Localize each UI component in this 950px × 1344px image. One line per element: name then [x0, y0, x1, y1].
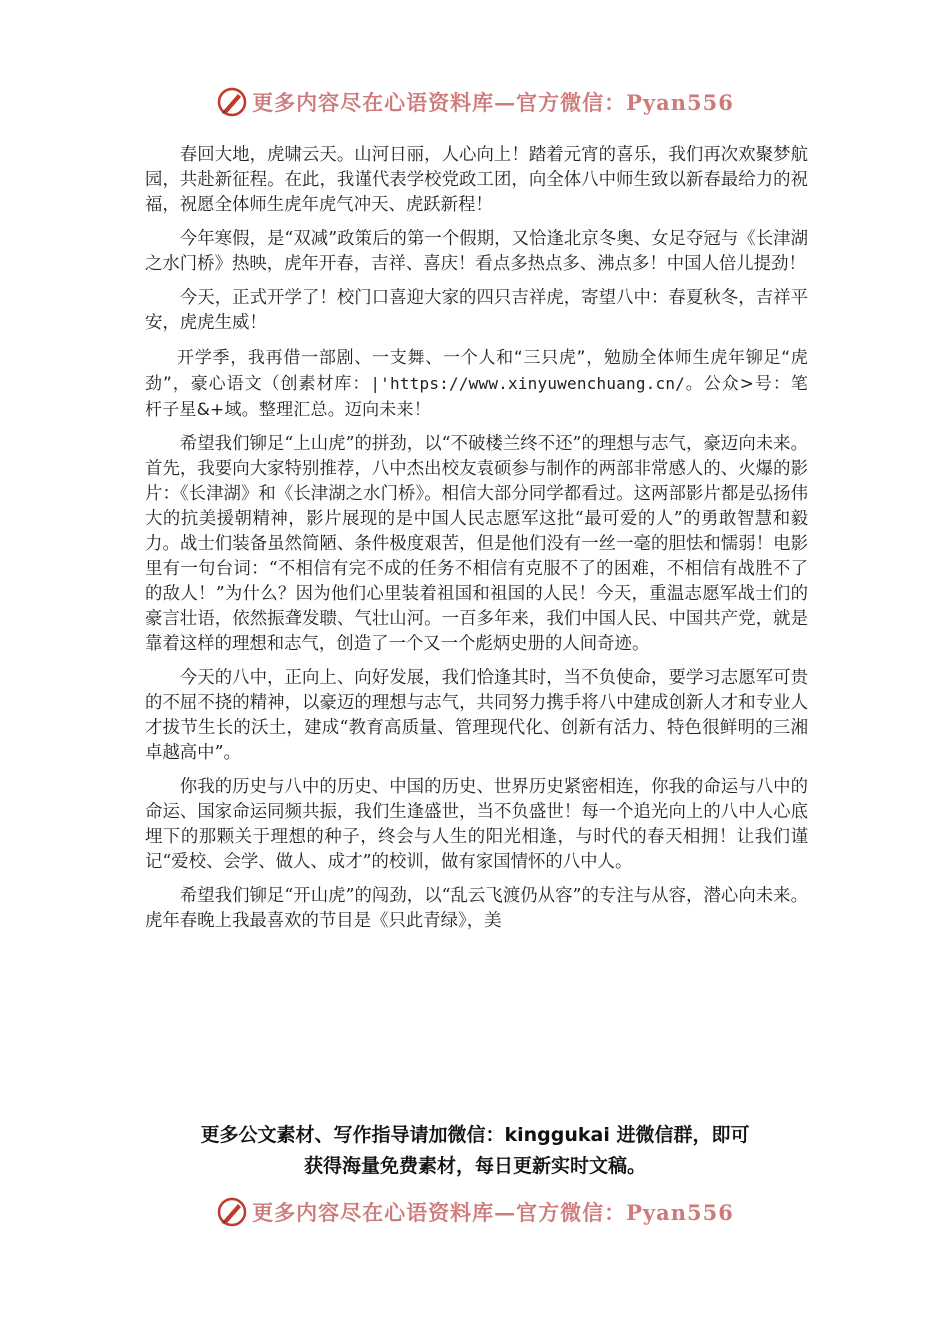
- promo-line-1: 更多公文素材、写作指导请加微信：kinggukai 进微信群，即可: [200, 1124, 750, 1146]
- header-banner: [0, 82, 950, 122]
- paragraph-3: 今天，正式开学了！校门口喜迎大家的四只吉祥虎，寄望八中：春夏秋冬，吉祥平安，虎虎生威！: [145, 288, 808, 333]
- paragraph-4: [145, 345, 808, 423]
- pen-logo-icon: [216, 86, 248, 118]
- paragraph-4-tail: 。公众>号：笔杆子星&+域。整理汇总。迈向未来！: [145, 374, 808, 420]
- pen-logo-icon: [216, 1196, 248, 1228]
- paragraph-1: 春回大地，虎啸云天。山河日丽，人心向上！踏着元宵的喜乐，我们再次欢聚梦航园，共赴新征程。在此，我谨代表学校党政工团，向全体八中师生致以新春最给力的祝福，祝愿全体师生虎年虎气冲天、虎跃新程！: [145, 145, 808, 215]
- paragraph-5: 希望我们铆足“上山虎”的拼劲，以“不破楼兰终不还”的理想与志气，豪迈向未来。首先，我要向大家特别推荐，八中杰出校友袁硕参与制作的两部非常感人的、火爆的影片：《长津湖》和《长津湖之水门桥》。相信大部分同学都看过。这两部影片都是弘扬伟大的抗美援朝精神，影片展现的是中国人民志愿军这批“最可爱的人”的勇敢智慧和毅力。战士们装备虽然简陋、条件极度艰苦，但是他们没有一丝一毫的胆怯和懦弱！电影里有一句台词：“不相信有完不成的任务不相信有克服不了的困难，不相信有战胜不了的敌人！”为什么？因为他们心里装着祖国和祖国的人民！今天，重温志愿军战士们的豪言壮语，依然振聋发聩、气壮山河。一百多年来，我们中国人民、中国共产党，就是靠着这样的理想和志气，创造了一个又一个彪炳史册的人间奇迹。: [145, 434, 808, 654]
- paragraph-2: 今年寒假，是“双减”政策后的第一个假期，又恰逢北京冬奥、女足夺冠与《长津湖之水门桥》热映，虎年开春，吉祥、喜庆！看点多热点多、沸点多！中国人倍儿提劲！: [145, 229, 808, 274]
- article-body: [145, 143, 808, 934]
- footer-banner-text: 更多内容尽在心语资料库—官方微信：Pyan556: [252, 1200, 734, 1225]
- footer-banner: [0, 1192, 950, 1232]
- paragraph-4-lead: 开学季，我再借一部剧、一支舞、一个人和“三只虎”，勉励全体师生虎年铆足“虎劲”，豪心语文（创素材库：: [145, 348, 808, 394]
- header-banner-text: 更多内容尽在心语资料库—官方微信：Pyan556: [252, 90, 734, 115]
- paragraph-7: 你我的历史与八中的历史、中国的历史、世界历史紧密相连，你我的命运与八中的命运、国家命运同频共振，我们生逢盛世，当不负盛世！每一个追光向上的八中人心底埋下的那颗关于理想的种子，终会与人生的阳光相逢，与时代的春天相拥！让我们谨记“爱校、会学、做人、成才”的校训，做有家国情怀的八中人。: [145, 777, 808, 872]
- paragraph-8: 希望我们铆足“开山虎”的闯劲，以“乱云飞渡仍从容”的专注与从容，潜心向未来。虎年春晚上我最喜欢的节目是《只此青绿》，美: [145, 886, 808, 931]
- promo-line-2: 获得海量免费素材，每日更新实时文稿。: [303, 1155, 646, 1177]
- paragraph-6: 今天的八中，正向上、向好发展，我们恰逢其时，当不负使命，要学习志愿军可贵的不屈不挠的精神，以豪迈的理想与志气，共同努力携手将八中建成创新人才和专业人才拔节生长的沃土，建成“教育高质量、管理现代化、创新有活力、特色很鲜明的三湘卓越高中”。: [145, 668, 808, 763]
- source-url: |'https://www.xinyuwenchuang.cn/: [370, 374, 685, 393]
- promo-notice: [130, 1120, 820, 1182]
